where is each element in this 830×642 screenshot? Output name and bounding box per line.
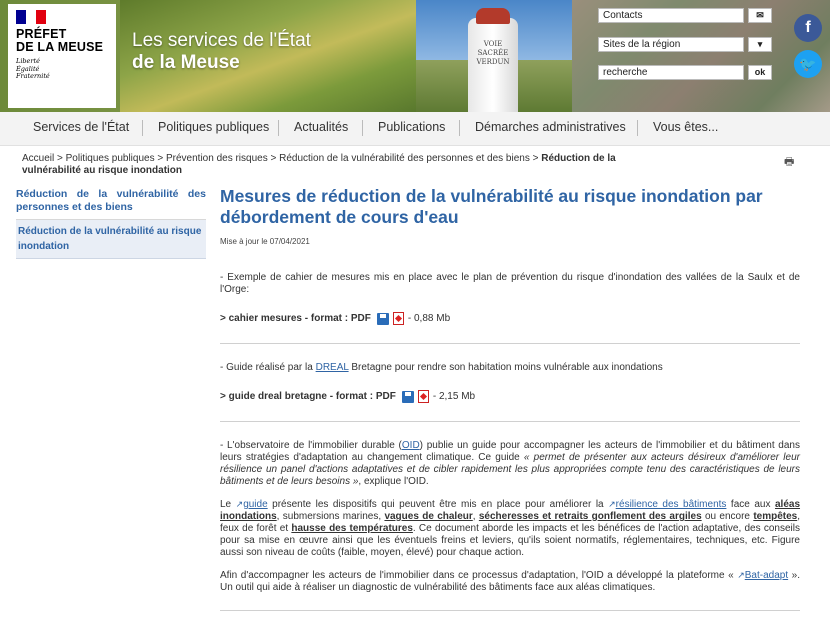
pdf-icon[interactable] xyxy=(418,390,429,403)
sites-region-row xyxy=(598,37,776,52)
nav-vous-etes[interactable]: Vous êtes... xyxy=(653,120,719,134)
sidebar-item-vulnerabilite-personnes[interactable]: Réduction de la vulnérabilité des personnes et des biens xyxy=(16,188,206,220)
nav-publications[interactable]: Publications xyxy=(378,120,446,134)
sites-region-select[interactable]: Sites de la région xyxy=(598,37,744,52)
voie-sacree-milestone: VOIE SACRÉE VERDUN xyxy=(468,18,518,112)
file-size: - 2,15 Mb xyxy=(432,391,476,402)
nav-demarches[interactable]: Démarches administratives xyxy=(475,120,626,134)
paragraph-bat-adapt: Afin d'accompagner les acteurs de l'immobilier dans ce processus d'adaptation, l'OID a développé la plateforme « ↗Bat-adapt ». Un outil qui aide à réaliser un diagnostic de vulnérabilité des bâtiments face aux aléas climatiques. xyxy=(220,570,800,593)
chevron-down-icon[interactable]: ▾ xyxy=(748,37,772,52)
logo-motto: Liberté Égalité Fraternité xyxy=(16,57,50,80)
download-cahier-label[interactable]: > cahier mesures - format : PDF xyxy=(220,313,371,324)
prefet-logo[interactable] xyxy=(8,4,116,108)
save-icon[interactable] xyxy=(402,391,414,403)
paragraph-dreal: - Guide réalisé par la DREAL Bretagne pour rendre son habitation moins vulnérable aux inondations xyxy=(220,362,663,373)
external-link-icon: ↗ xyxy=(737,570,745,580)
header-banner xyxy=(0,0,830,112)
search-input[interactable]: recherche xyxy=(598,65,744,80)
pdf-icon[interactable] xyxy=(393,312,404,325)
download-cahier-mesures[interactable] xyxy=(220,312,800,325)
bat-adapt-link[interactable]: Bat-adapt xyxy=(744,570,789,581)
nav-politiques-publiques[interactable]: Politiques publiques xyxy=(158,120,270,134)
twitter-icon[interactable]: 🐦 xyxy=(794,50,822,78)
save-icon[interactable] xyxy=(377,313,389,325)
paragraph-guide-oid: Le ↗guide présente les dispositifs qui peuvent être mis en place pour améliorer la ↗résilience des bâtiments face aux aléas inondations, submersions marines, vagues de chaleur, sécheresses et retraits gonflement des argiles ou encore tempêtes, feux de forêt et hausse des températures. Ce document aborde les impacts et les bénéfices de l'action adaptative, des conseils pour sa mise en œuvre ainsi que les éventuels freins et leviers, qu'ils soient normatifs, réglementaires, techniques, etc. Figure aussi son niveau de coûts (faible, moyen, élevé) pour chaque action. xyxy=(220,499,801,558)
paragraph-oid: - L'observatoire de l'immobilier durable (OID) publie un guide pour accompagner les acteurs de l'immobilier et du bâtiment dans leurs stratégies d'adaptation au changement climatique. Ce guide « permet de présenter aux acteurs désireux d'améliorer leur résilience un panel d'actions adaptatives et de cibler rapidement les plus appropriées compte tenu des caractéristiques de leurs bâtiments et de leurs besoins », explique l'OID. xyxy=(220,440,800,487)
search-button[interactable]: ok xyxy=(748,65,772,80)
external-link-icon: ↗ xyxy=(608,499,616,509)
facebook-icon[interactable]: f xyxy=(794,14,822,42)
main-content xyxy=(220,186,800,611)
breadcrumb-current: Réduction de la xyxy=(541,153,616,164)
site-title[interactable]: Les services de l'État de la Meuse xyxy=(132,30,311,73)
sidebar-item-vulnerabilite-inondation[interactable]: Réduction de la vulnérabilité au risque inondation xyxy=(16,220,206,259)
file-size: - 0,88 Mb xyxy=(407,313,451,324)
download-guide-label[interactable]: > guide dreal bretagne - format : PDF xyxy=(220,391,396,402)
guide-link[interactable]: guide xyxy=(243,499,268,510)
main-navigation xyxy=(0,112,830,146)
breadcrumb-path[interactable]: Accueil > Politiques publiques > Prévention des risques > Réduction de la vulnérabilité des personnes et des biens > xyxy=(22,153,542,164)
oid-link[interactable]: OID xyxy=(401,440,420,451)
page-title: Mesures de réduction de la vulnérabilité au risque inondation par débordement de cours d'eau xyxy=(220,186,763,227)
breadcrumb-current-cont: vulnérabilité au risque inondation xyxy=(22,165,183,176)
external-link-icon: ↗ xyxy=(235,499,244,509)
resilience-link[interactable]: résilience des bâtiments xyxy=(615,499,727,510)
contacts-link[interactable]: Contacts xyxy=(598,8,744,23)
update-date: Mise à jour le 07/04/2021 xyxy=(220,237,310,246)
download-guide-dreal[interactable] xyxy=(220,390,800,403)
contacts-row xyxy=(598,8,776,23)
nav-actualites[interactable]: Actualités xyxy=(294,120,349,134)
printer-icon[interactable]: 🖶 xyxy=(784,156,795,168)
paragraph-cahier: - Exemple de cahier de mesures mis en place avec le plan de prévention du risque d'inondation des vallées de la Saulx et de l'Orge: xyxy=(220,272,800,295)
nav-services-etat[interactable]: Services de l'État xyxy=(33,120,130,134)
search-row xyxy=(598,65,776,80)
logo-title: PRÉFET DE LA MEUSE xyxy=(16,27,104,54)
dreal-link[interactable]: DREAL xyxy=(315,362,349,373)
divider xyxy=(220,610,800,611)
french-flag-icon xyxy=(16,10,46,24)
breadcrumb xyxy=(22,153,632,177)
sidebar xyxy=(16,188,206,259)
mail-icon[interactable]: ✉ xyxy=(748,8,772,23)
